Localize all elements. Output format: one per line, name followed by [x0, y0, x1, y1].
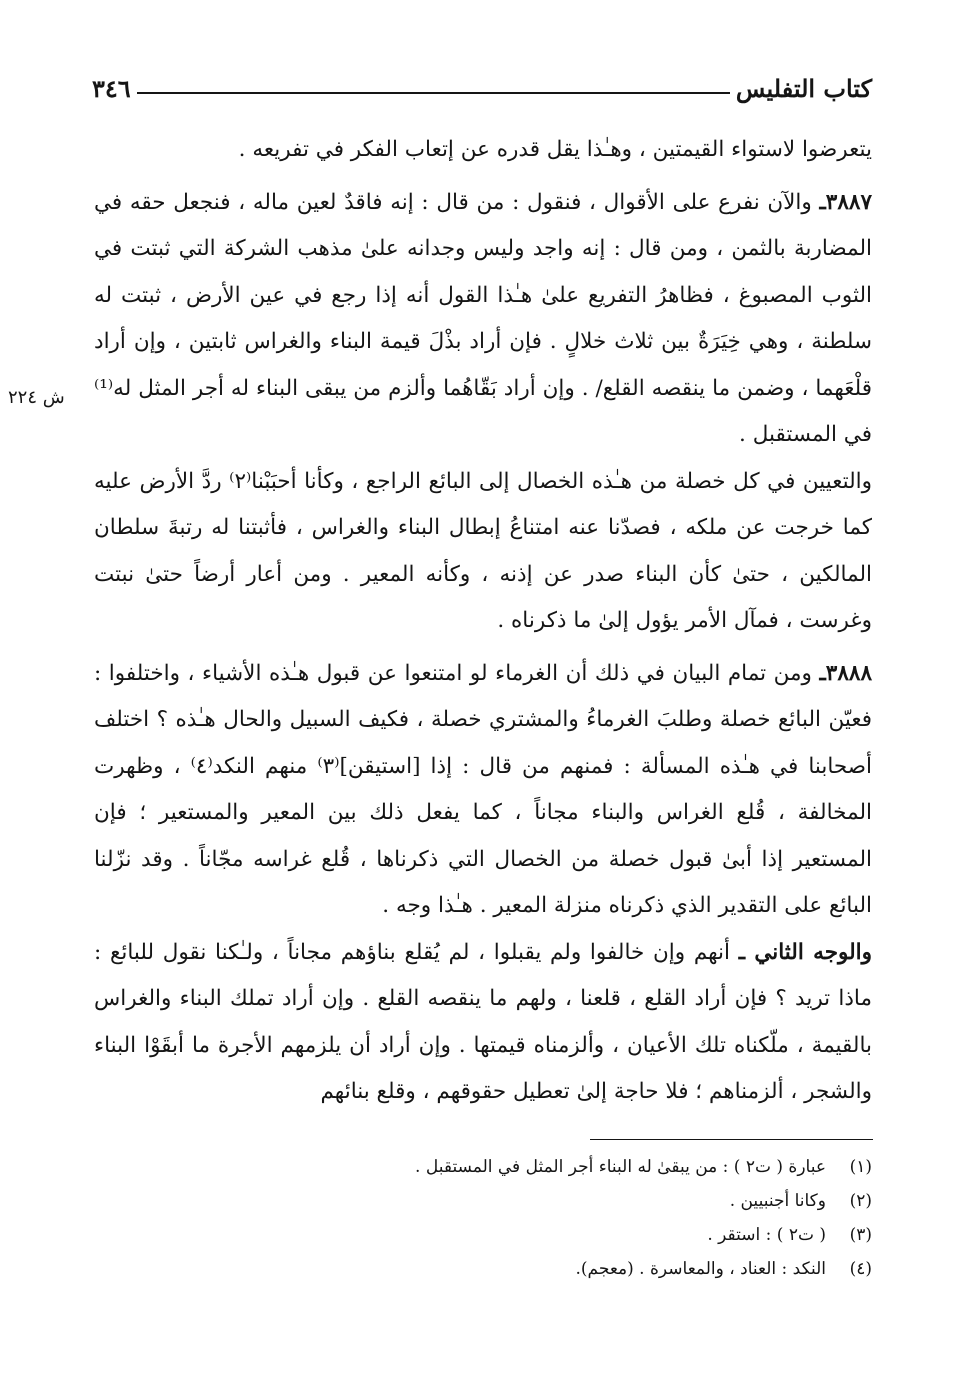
paragraph-text: أنهم وإن خالفوا ولم يقبلوا ، لم يُقلع بناؤهم مجاناً ، ولـٰكنا نقول للبائع : ماذا تريد ؟ فإن أراد القلع ، قلعنا ، ولهم ما ينقصه القلع . وإن أراد تملك البناء والغراس بالقيمة ، ملّكناه تلك الأعيان ، وألزمناه قيمتها . وإن أراد أن يلزمهم الأجرة ما أبقَوْا البناء والشجر ، ألزمناهم ؛ فلا حاجة إلىٰ تعطيل حقوقهم ، وقلع بنائهم — [94, 939, 872, 1104]
book-title: كتاب التفليس — [735, 73, 872, 103]
paragraph-text: والآن نفرع على الأقوال ، فنقول : من قال : إنه فاقدٌ لعين ماله ، فنجعل حقه في المضاربة بالثمن ، ومن قال : إنه واجد وليس وجدانه علىٰ مذهب الشركة التي ثبتت في الثوب المصبوغ ، فظاهرُ التفريع علىٰ هـٰذا القول أنه إذا رجع في عين الأرض ، ثبتت له سلطنة ، وهي خِيَرَةٌ بين ثلاث خلالٍ . فإن أراد بذْلَ قيمة البناء والغراس ثابتين ، وإن أراد قلْعَهما ، وضمن ما ينقصه القلع/ . وإن أراد بَقّاهُما وألزم من يبقى البناء له أجر المثل له⁽¹⁾ في المستقبل . — [94, 189, 872, 447]
section-number: ٣٨٨٨ـ — [819, 660, 872, 686]
footnote-number: (٢) — [849, 1191, 872, 1211]
paragraph — [94, 459, 872, 645]
footnote-number: (٤) — [849, 1259, 872, 1279]
paragraph — [94, 651, 872, 930]
footnote-text: وكانا أجنبيين . — [729, 1191, 826, 1211]
footnote-text: عبارة ( ت٢ ) : من يبقىٰ له البناء أجر المثل في المستقبل . — [415, 1157, 826, 1177]
lead-in-text: والوجه الثاني ـ — [738, 939, 872, 965]
header-rule — [137, 92, 730, 94]
page-number: ٣٤٦ — [92, 73, 131, 103]
footnote-number: (١) — [849, 1157, 872, 1177]
footnote — [200, 1218, 872, 1252]
paragraph — [94, 930, 872, 1116]
footnote-number: (٣) — [849, 1225, 872, 1245]
running-head — [92, 68, 872, 108]
footnote — [200, 1150, 872, 1184]
paragraph-text: ومن تمام البيان في ذلك أن الغرماء لو امتنعوا عن قبول هـٰذه الأشياء ، واختلفوا : فعيّن البائع خصلة وطلبَ الغرماءُ والمشتري خصلة ، فكيف السبيل والحال هـٰذه ؟ اختلف أصحابنا في هـٰذه المسألة : فمنهم من قال : إذا [استيقن]⁽٣⁾ منهم النكد⁽٤⁾ ، وظهرت المخالفة ، قُلع الغراس والبناء مجاناً ، كما يفعل ذلك بين المعير والمستعير ؛ فإن المستعير إذا أبىٰ قبول خصلة من الخصال التي ذكرناها ، قُلع غراسه مجّاناً . وقد نزّلنا البائع على التقدير الذي ذكرناه منزلة المعير . هـٰذا وجه . — [94, 660, 873, 918]
paragraph-text: والتعيين في كل خصلة من هـٰذه الخصال إلى البائع الراجع ، وكأنا أحبَبْنا⁽٢⁾ ردَّ الأرض عليه كما خرجت عن ملكه ، فصدّنا عنه امتناعُ إبطال البناء والغراس ، فأثبتنا له رتبةَ سلطان المالكين ، حتىٰ كأن البناء صدر عن إذنه ، وكأنه المعير . ومن أعار أرضاً حتىٰ نبتت وغرست ، فمآل الأمر يؤول إلىٰ ما ذكرناه . — [94, 468, 872, 633]
footnotes — [200, 1150, 872, 1286]
footnote — [200, 1184, 872, 1218]
footnote-text: النكد : العناد ، والمعاسرة . (معجم). — [575, 1259, 826, 1279]
footnote-separator — [590, 1139, 873, 1140]
footnote — [200, 1252, 872, 1286]
paragraph — [94, 127, 872, 174]
paragraph — [94, 180, 872, 459]
margin-page-reference: ش ٢٢٤ — [8, 387, 65, 408]
footnote-text: ( ت٢ ) : استقر . — [707, 1225, 826, 1245]
main-text — [94, 127, 872, 1116]
paragraph-text: يتعرضوا لاستواء القيمتين ، وهـٰذا يقل قدره عن إتعاب الفكر في تفريعه . — [238, 137, 872, 162]
section-number: ٣٨٨٧ـ — [819, 189, 872, 215]
